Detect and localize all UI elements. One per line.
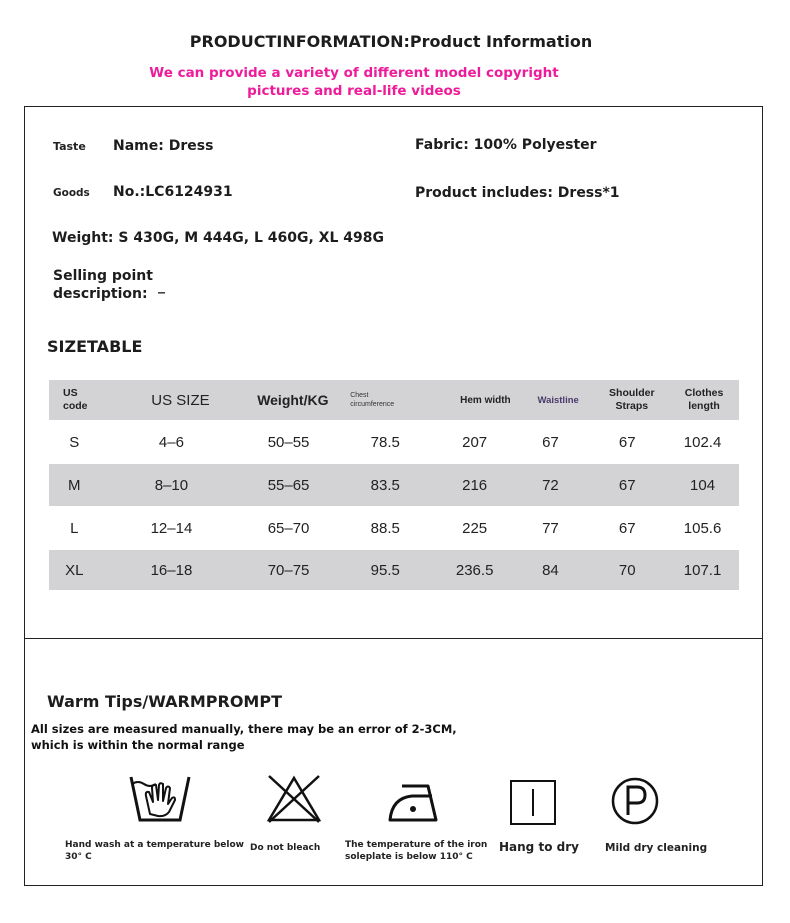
header-clothes-length xyxy=(669,387,739,413)
iron-line-2: soleplate is below 110° C xyxy=(345,852,473,862)
hand-wash-line-1: Hand wash at a temperature below xyxy=(65,840,244,850)
cell-waist: 84 xyxy=(542,561,559,579)
size-table-title: SIZETABLE xyxy=(47,337,143,356)
header-us-code-line-2: code xyxy=(63,400,88,412)
cell-chest: 83.5 xyxy=(370,476,400,494)
iron-label xyxy=(345,839,487,863)
header-clothes-line-1: Clothes xyxy=(684,387,724,399)
product-number: No.:LC6124931 xyxy=(113,184,233,200)
cell-weight: 50–55 xyxy=(267,433,310,451)
selling-point-label xyxy=(53,267,153,303)
table-row xyxy=(49,506,739,550)
size-table xyxy=(49,380,739,590)
cell-length: 102.4 xyxy=(683,433,722,451)
header-weight: Weight/KG xyxy=(257,392,329,408)
iron-line-1: The temperature of the iron xyxy=(345,840,488,850)
selling-point-value: _ xyxy=(158,278,165,294)
size-table-header xyxy=(49,380,739,420)
cell-hem: 216 xyxy=(462,476,488,494)
header-us-size: US SIZE xyxy=(151,391,210,409)
subtitle-line-2: pictures and real-life videos xyxy=(247,83,461,99)
hand-wash-icon xyxy=(128,774,192,826)
cell-shoulder: 67 xyxy=(618,433,636,451)
dry-clean-p-icon xyxy=(609,775,661,827)
cell-waist: 72 xyxy=(542,476,559,494)
cell-hem: 207 xyxy=(462,433,488,451)
cell-length: 107.1 xyxy=(683,561,722,579)
table-row xyxy=(49,550,739,590)
header-waistline: Waistline xyxy=(537,394,579,406)
header-shoulder-line-2: Straps xyxy=(615,400,649,412)
page-subtitle xyxy=(0,64,708,100)
product-includes: Product includes: Dress*1 xyxy=(415,185,620,201)
cell-code: L xyxy=(70,519,79,537)
section-divider xyxy=(24,638,763,639)
cell-size: 16–18 xyxy=(150,561,193,579)
cell-hem: 225 xyxy=(462,519,488,537)
header-chest-line-1: Chest xyxy=(350,392,369,399)
table-row xyxy=(49,464,739,506)
warm-tips-line-1: All sizes are measured manually, there may be an error of 2-3CM, xyxy=(31,722,457,736)
page-title: PRODUCTINFORMATION:Product Information xyxy=(189,32,593,51)
subtitle-line-1: We can provide a variety of different model copyright xyxy=(149,65,559,81)
cell-length: 105.6 xyxy=(683,519,722,537)
cell-size: 4–6 xyxy=(158,433,184,451)
header-shoulder-line-1: Shoulder xyxy=(609,387,655,399)
cell-weight: 70–75 xyxy=(267,561,310,579)
cell-size: 12–14 xyxy=(150,519,193,537)
cell-waist: 77 xyxy=(542,519,559,537)
hand-wash-label xyxy=(65,839,244,863)
cell-weight: 65–70 xyxy=(267,519,310,537)
cell-waist: 67 xyxy=(542,433,559,451)
hand-wash-line-2: 30° C xyxy=(65,852,92,862)
warm-tips-line-2: which is within the normal range xyxy=(31,738,245,752)
header-chest xyxy=(336,391,449,409)
taste-label: Taste xyxy=(53,140,86,153)
iron-icon xyxy=(386,780,442,826)
cell-length: 104 xyxy=(690,476,716,494)
header-shoulder-straps xyxy=(595,387,670,413)
cell-size: 8–10 xyxy=(154,476,189,494)
header-hem-width: Hem width xyxy=(460,394,511,406)
cell-code: XL xyxy=(65,561,84,579)
warm-tips-text xyxy=(31,721,457,753)
cell-chest: 88.5 xyxy=(370,519,400,537)
do-not-bleach-icon xyxy=(265,772,323,826)
weight-info: Weight: S 430G, M 444G, L 460G, XL 498G xyxy=(52,230,384,246)
cell-shoulder: 70 xyxy=(618,561,636,579)
selling-point-line-2: description: xyxy=(53,286,148,302)
dry-clean-label: Mild dry cleaning xyxy=(605,842,708,854)
hang-dry-icon xyxy=(509,779,557,827)
header-chest-line-2: circumference xyxy=(350,401,395,408)
warm-tips-title: Warm Tips/WARMPROMPT xyxy=(47,692,282,711)
selling-point-line-1: Selling point xyxy=(53,268,153,284)
header-us-code-line-1: US xyxy=(63,387,78,399)
header-clothes-line-2: length xyxy=(688,400,720,412)
hang-dry-label: Hang to dry xyxy=(499,840,579,854)
cell-shoulder: 67 xyxy=(618,519,636,537)
cell-shoulder: 67 xyxy=(618,476,636,494)
cell-code: S xyxy=(69,433,80,451)
cell-hem: 236.5 xyxy=(455,561,494,579)
cell-chest: 95.5 xyxy=(370,561,400,579)
goods-label: Goods xyxy=(53,187,90,199)
cell-weight: 55–65 xyxy=(267,476,310,494)
product-name: Name: Dress xyxy=(113,138,214,154)
header-us-code xyxy=(49,387,111,413)
no-bleach-label: Do not bleach xyxy=(250,843,321,853)
cell-chest: 78.5 xyxy=(370,433,400,451)
table-row xyxy=(49,420,739,464)
fabric-info: Fabric: 100% Polyester xyxy=(415,137,597,153)
cell-code: M xyxy=(68,476,81,494)
